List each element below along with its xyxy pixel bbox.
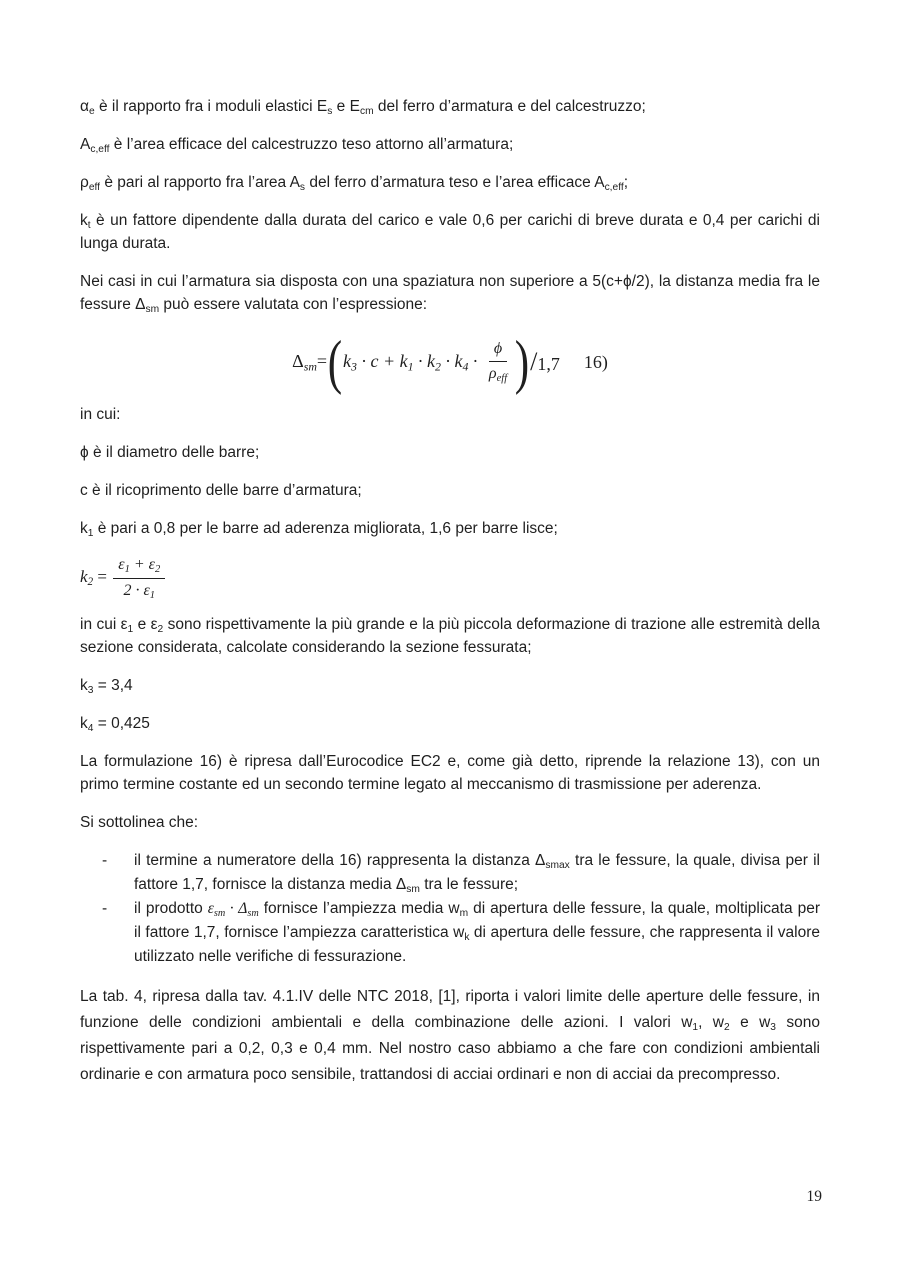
bullet-marker: - [102,900,108,918]
fraction-denominator: ρeff [488,365,508,385]
paragraph-k1: $k_1$ è pari a 0,8 per le barre ad aderenza migliorata, 1,6 per barre lisce; [80,520,558,539]
bullet-marker: - [102,852,108,870]
fraction-denominator: 2 · ε1 [123,581,156,601]
paragraph-in-cui: in cui: [80,406,121,423]
bullet-list [80,849,820,969]
equation-16-divisor: /1,7 [530,347,560,376]
paragraph-c: c è il ricoprimento delle barre d’armatura; [80,482,362,499]
equation-16-lhs: Δsm= [292,350,328,374]
equation-16-number: 16) [583,351,608,372]
bullet-item-text: il prodotto εsm · Δsm fornisce l’ampiezza media $w_m$ di apertura delle fessure, la quale, moltiplicata per il fattore 1,7, fornisce l’ampiezza caratteristica $w_k$ di apertura delle fessure, che rappresenta il valore utilizzato nelle verifiche di fessurazione. [134,900,821,966]
paragraph-kt: $k_t$ è un fattore dipendente dalla durata del carico e vale 0,6 per carichi di breve durata e 0,4 per carichi di lunga durata. [80,212,820,252]
paragraph-nei-casi: Nei casi in cui l’armatura sia disposta con una spaziatura non superiore a 5(c+ϕ/2), la distanza media fra le fessure $\Delta_{sm}$ può essere valutata con l’espressione: [80,273,820,315]
equation-k2 [80,555,820,601]
paragraph-ac-eff: $A_{c,eff}$ è l’area efficace del calcestruzzo teso attorno all’armatura; [80,136,514,155]
paragraph-epsilon: in cui $\varepsilon_1$ e $\varepsilon_2$ sono rispettivamente la più grande e la più piccola deformazione di trazione alle estremità della sezione considerata, calcolate considerando la sezione fessurata; [80,616,820,657]
bullet-item-text: il termine a numeratore della 16) rappresenta la distanza $\Delta_{smax}$ tra le fessure, la quale, divisa per il fattore 1,7, fornisce la distanza media $\Delta_{sm}$ tra le fessure; [134,852,820,895]
page-number: 19 [806,1188,822,1205]
equation-k2-lhs: k2 = [80,567,112,589]
fraction-numerator: ϕ [489,339,507,362]
paragraph-k3: $k_3 = 3,4$ [80,677,133,696]
paragraph-k4: $k_4 = 0,425$ [80,715,150,734]
page-content [80,95,820,1103]
paragraph-phi: ϕ è il diametro delle barre; [80,444,260,461]
bullet-item [80,897,820,969]
equation-16-fraction [484,339,512,385]
equation-k2-fraction [113,555,165,601]
equation-16-terms: k3 · c + k1 · k2 · k4 · [343,350,482,374]
paragraph-tab4: La tab. 4, ripresa dalla tav. 4.1.IV delle NTC 2018, [1], riporta i valori limite delle aperture delle fessure, in funzione delle condizioni ambientali e della combinazione delle azioni. I valori $w_1$, $w_2$ e $w_3$ sono rispettivamente pari a 0,2, 0,3 e 0,4 mm. Nel nostro caso abbiamo a che fare con condizioni ambientali ordinarie e con armatura poco sensibile, trattandosi di acciai ordinari e non di acciai da precompresso. [80,988,820,1084]
bullet-item [80,849,820,897]
paragraph-alpha-e: $\alpha_e$ è il rapporto fra i moduli elastici $E_s$ e $E_{cm}$ del ferro d’armatura e del calcestruzzo; [80,98,646,117]
equation-16 [80,331,820,393]
paragraph-si-sottolinea: Si sottolinea che: [80,814,199,832]
open-paren: ( [327,329,343,395]
close-paren: ) [514,329,530,395]
paragraph-formulazione: La formulazione 16) è ripresa dall’Eurocodice EC2 e, come già detto, riprende la relazione 13), con un primo termine costante ed un secondo termine legato al meccanismo di trasmissione per aderenza. [80,753,820,794]
fraction-numerator: ε1 + ε2 [113,555,165,579]
paragraph-rho-eff: $\rho_{eff}$ è pari al rapporto fra l’area $A_s$ del ferro d’armatura teso e l’area efficace $A_{c,eff}$; [80,174,629,193]
